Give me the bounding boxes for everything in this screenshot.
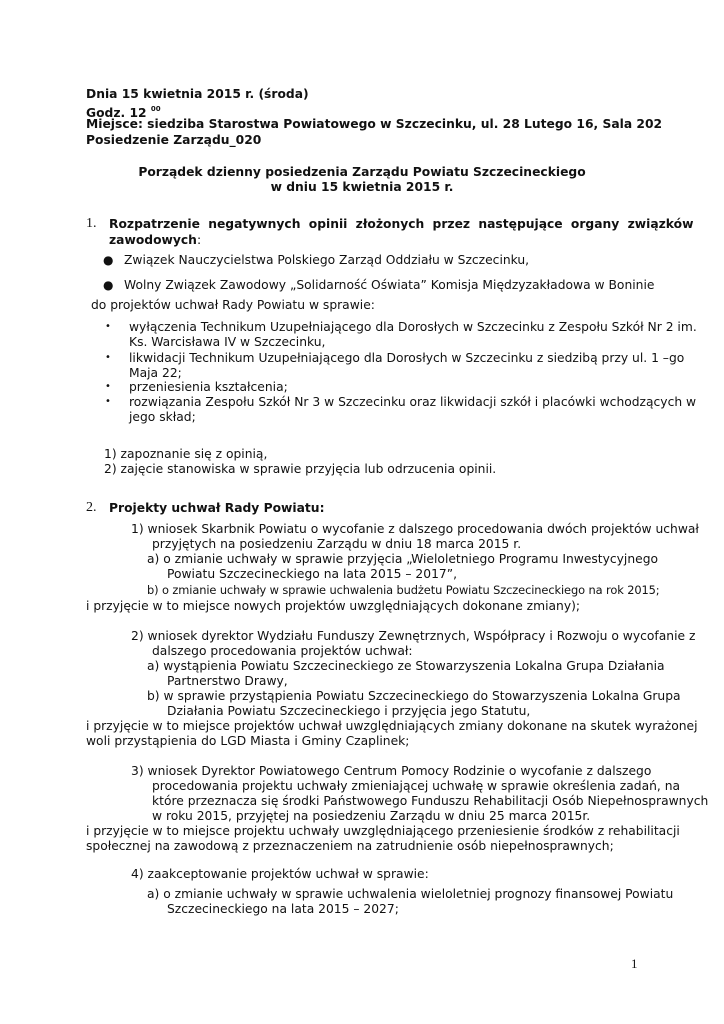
bullet-icon: • bbox=[105, 381, 111, 392]
matter-3: przeniesienia kształcenia; bbox=[129, 380, 288, 394]
section-1-heading-cont: zawodowych: bbox=[109, 233, 202, 247]
item-1b: b) o zmianie uchwały w sprawie uchwalenia budżetu Powiatu Szczecineckiego na rok 2015; bbox=[147, 583, 660, 597]
meeting-date: Dnia 15 kwietnia 2015 r. (środa) bbox=[86, 87, 309, 101]
item-1-line-2: przyjętych na posiedzeniu Zarządu w dniu 18 marca 2015 r. bbox=[152, 537, 522, 551]
section-1-heading: Rozpatrzenie negatywnych opinii złożonych przez następujące organy związków bbox=[109, 217, 694, 231]
page-number: 1 bbox=[631, 956, 638, 971]
item-1a-line-2: Powiatu Szczecineckiego na lata 2015 – 2017”, bbox=[167, 567, 458, 581]
item-4a-line-1: a) o zmianie uchwały w sprawie uchwalenia wieloletniej prognozy finansowej Powiatu bbox=[147, 887, 674, 901]
item-3-note-line-1: i przyjęcie w to miejsce projektu uchwały uwzględniającego przeniesienie środków z rehabilitacji bbox=[86, 824, 680, 838]
item-2b-line-1: b) w sprawie przystąpienia Powiatu Szczecineckiego do Stowarzyszenia Lokalna Grupa bbox=[147, 689, 681, 703]
item-2-note-line-2: woli przystąpienia do LGD Miasta i Gminy Czaplinek; bbox=[86, 734, 410, 748]
section-2-heading: Projekty uchwał Rady Powiatu: bbox=[109, 501, 325, 515]
item-1a-line-1: a) o zmianie uchwały w sprawie przyjęcia „Wieloletniego Programu Inwestycyjnego bbox=[147, 552, 659, 566]
item-2a-line-1: a) wystąpienia Powiatu Szczecineckiego ze Stowarzyszenia Lokalna Grupa Działania bbox=[147, 659, 665, 673]
matter-2-line-2: Maja 22; bbox=[129, 366, 182, 380]
item-1-note: i przyjęcie w to miejsce nowych projektów uwzględniających dokonane zmiany); bbox=[86, 599, 581, 613]
item-3-line-3: które przeznacza się środki Państwowego Funduszu Rehabilitacji Osób Niepełnosprawnych bbox=[152, 794, 709, 808]
step-1: 1) zapoznanie się z opinią, bbox=[104, 447, 268, 461]
item-2a-line-2: Partnerstwo Drawy, bbox=[167, 674, 288, 688]
item-3-line-1: 3) wniosek Dyrektor Powiatowego Centrum Pomocy Rodzinie o wycofanie z dalszego bbox=[131, 764, 652, 778]
page-title: Porządek dzienny posiedzenia Zarządu Powiatu Szczecineckiego bbox=[138, 165, 586, 179]
section-1-intro: do projektów uchwał Rady Powiatu w sprawie: bbox=[91, 298, 375, 312]
bullet-icon: • bbox=[105, 396, 111, 407]
item-3-note-line-2: społecznej na zawodową z przeznaczeniem na zatrudnienie osób niepełnosprawnych; bbox=[86, 839, 614, 853]
page-subtitle: w dniu 15 kwietnia 2015 r. bbox=[270, 180, 454, 194]
bullet-icon: • bbox=[105, 321, 111, 332]
item-1-line-1: 1) wniosek Skarbnik Powiatu o wycofanie z dalszego procedowania dwóch projektów uchwał bbox=[131, 522, 699, 536]
item-2b-line-2: Działania Powiatu Szczecineckiego i przyjęcia jego Statutu, bbox=[167, 704, 531, 718]
union-item-1: Związek Nauczycielstwa Polskiego Zarząd Oddziału w Szczecinku, bbox=[124, 253, 530, 267]
item-2-note-line-1: i przyjęcie w to miejsce projektów uchwał uwzględniających zmiany dokonane na skutek wyrażonej bbox=[86, 719, 698, 733]
meeting-time: Godz. 12 $^{00}$ bbox=[86, 105, 161, 120]
item-3-line-2: procedowania projektu uchwały zmieniającej uchwałę w sprawie określenia zadań, na bbox=[152, 779, 681, 793]
section-1-number: 1. bbox=[86, 216, 97, 231]
step-2: 2) zajęcie stanowiska w sprawie przyjęcia lub odrzucenia opinii. bbox=[104, 462, 497, 476]
matter-4-line-2: jego skład; bbox=[129, 410, 196, 424]
matter-1-line-1: wyłączenia Technikum Uzupełniającego dla Dorosłych w Szczecinku z Zespołu Szkół Nr 2 im. bbox=[129, 320, 697, 334]
bullet-icon: ● bbox=[103, 253, 114, 267]
time-minutes: 00 bbox=[150, 105, 161, 113]
item-4a-line-2: Szczecineckiego na lata 2015 – 2027; bbox=[167, 902, 399, 916]
item-4-line-1: 4) zaakceptowanie projektów uchwał w sprawie: bbox=[131, 867, 429, 881]
union-item-2: Wolny Związek Zawodowy „Solidarność Oświata” Komisja Międzyzakładowa w Boninie bbox=[124, 278, 655, 292]
matter-2-line-1: likwidacji Technikum Uzupełniającego dla Dorosłych w Szczecinku z siedzibą przy ul. 1 –go bbox=[129, 351, 685, 365]
meeting-place: Miejsce: siedziba Starostwa Powiatowego w Szczecinku, ul. 28 Lutego 16, Sala 202 bbox=[86, 117, 663, 131]
matter-4-line-1: rozwiązania Zespołu Szkół Nr 3 w Szczecinku oraz likwidacji szkół i placówki wchodzących w bbox=[129, 395, 697, 409]
item-3-line-4: w roku 2015, przyjętej na posiedzeniu Zarządu w dniu 25 marca 2015r. bbox=[152, 809, 591, 823]
item-2-line-2: dalszego procedowania projektów uchwał: bbox=[152, 644, 413, 658]
matter-1-line-2: Ks. Warcisława IV w Szczecinku, bbox=[129, 335, 326, 349]
section-2-number: 2. bbox=[86, 500, 97, 515]
meeting-number: Posiedzenie Zarządu_020 bbox=[86, 133, 262, 147]
bullet-icon: • bbox=[105, 352, 111, 363]
item-2-line-1: 2) wniosek dyrektor Wydziału Funduszy Zewnętrznych, Współpracy i Rozwoju o wycofanie z bbox=[131, 629, 696, 643]
bullet-icon: ● bbox=[103, 278, 114, 292]
